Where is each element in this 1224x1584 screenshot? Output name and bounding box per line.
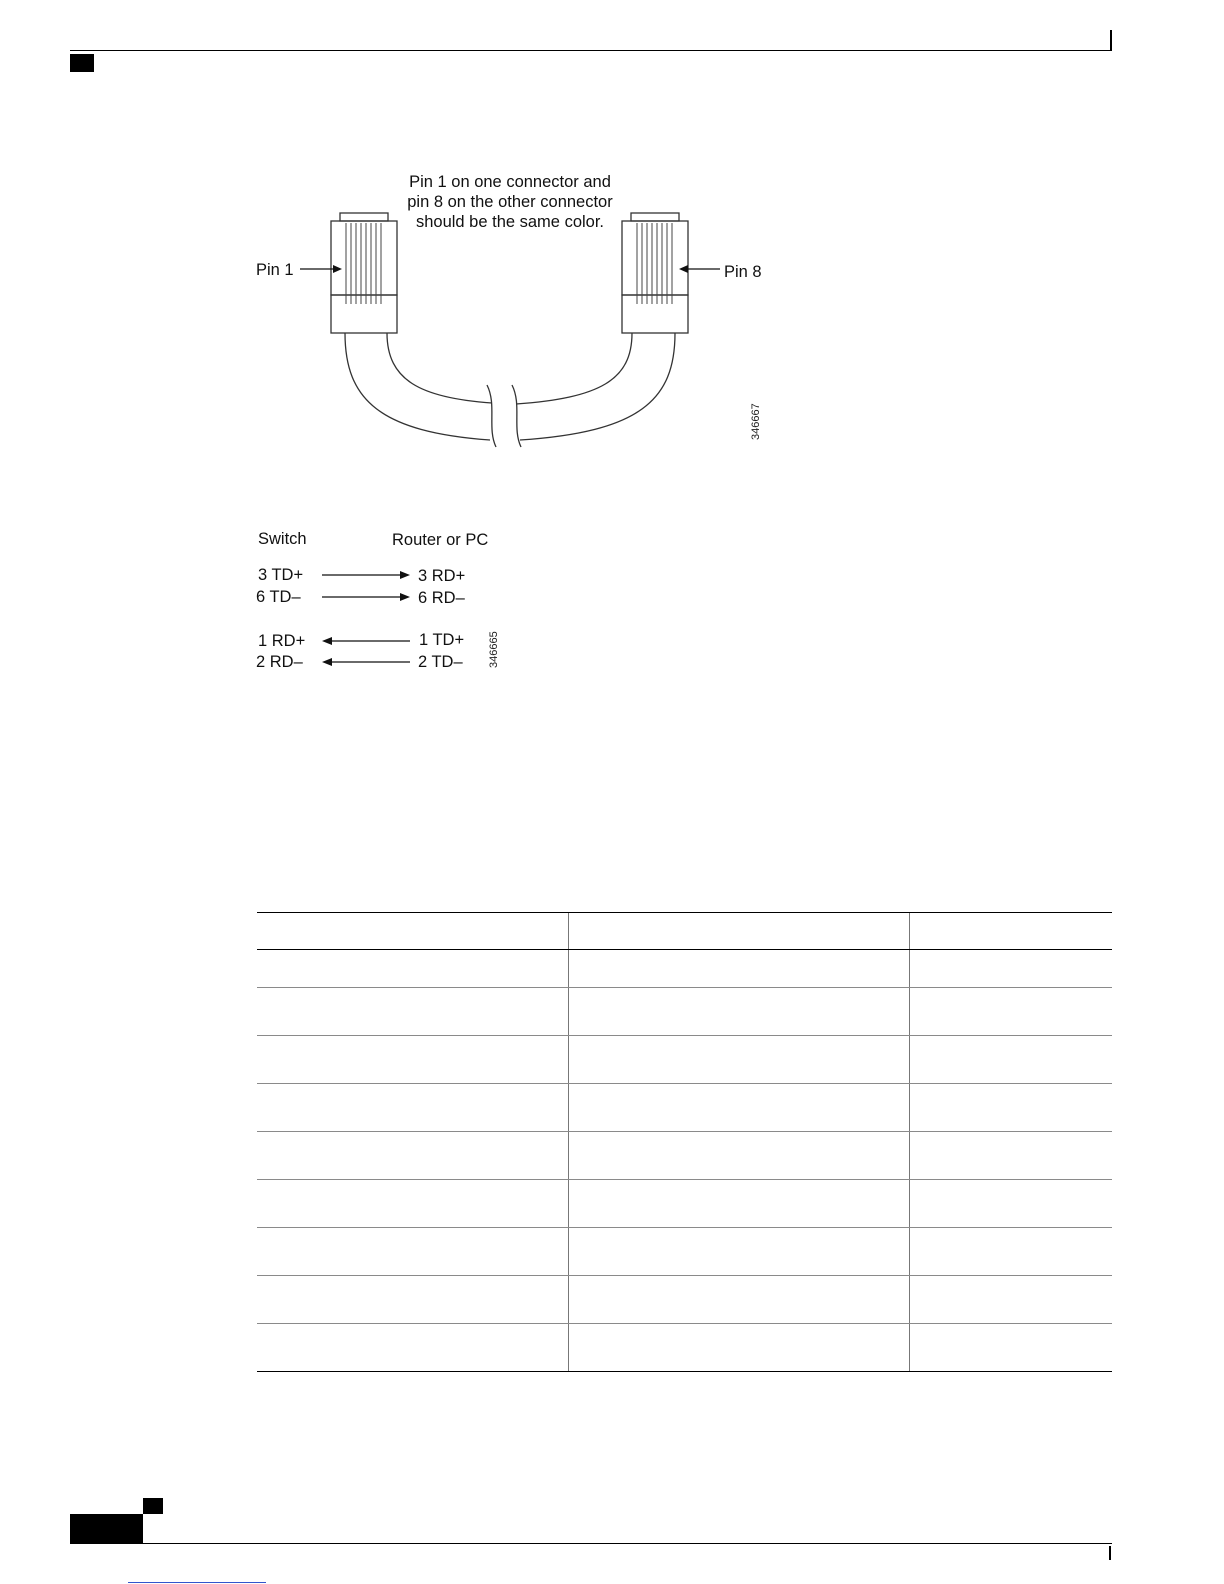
table-header-cell <box>910 913 1113 950</box>
pinout-arrows <box>310 560 420 675</box>
switch-pin-3: 1 RD+ <box>258 632 306 650</box>
table-cell <box>910 1324 1113 1372</box>
table-cell <box>257 1276 569 1324</box>
table-cell <box>257 1132 569 1180</box>
arrow-right-2 <box>400 593 410 601</box>
footer-tick <box>1109 1546 1111 1560</box>
table-cell <box>569 1036 910 1084</box>
table-cell <box>257 1036 569 1084</box>
arrow-right-1 <box>400 571 410 579</box>
table-cell <box>910 1036 1113 1084</box>
table-cell <box>257 988 569 1036</box>
table-row <box>257 950 1112 988</box>
table-cell <box>569 1180 910 1228</box>
table-cell <box>910 988 1113 1036</box>
table-row <box>257 1036 1112 1084</box>
table-cell <box>569 1084 910 1132</box>
footer-page-block <box>70 1514 143 1544</box>
table-cell <box>257 1228 569 1276</box>
device-pin-3: 1 TD+ <box>419 631 465 649</box>
callout-line-1: Pin 1 on one connector and <box>409 173 611 191</box>
arrow-left-2 <box>322 658 332 666</box>
table-cell <box>257 1180 569 1228</box>
crossover-cable-illustration <box>240 200 800 460</box>
footer-tab <box>143 1498 163 1514</box>
table-row <box>257 1324 1112 1372</box>
table-cell <box>569 1276 910 1324</box>
table-cell <box>910 1228 1113 1276</box>
device-pin-1: 3 RD+ <box>418 567 466 585</box>
table-header-row <box>257 913 1112 950</box>
table-row <box>257 1180 1112 1228</box>
table-cell <box>569 1132 910 1180</box>
device-pin-2: 6 RD– <box>418 589 465 607</box>
switch-title: Switch <box>258 530 307 548</box>
figure2-id: 346665 <box>488 631 500 668</box>
router-pc-title: Router or PC <box>392 531 489 549</box>
table-row <box>257 1276 1112 1324</box>
arrow-left-1 <box>322 637 332 645</box>
header-tick <box>1110 30 1112 50</box>
header-rule <box>70 50 1112 51</box>
footer-link-underline[interactable] <box>128 1582 266 1583</box>
table-cell <box>910 950 1113 988</box>
table-header-cell <box>257 913 569 950</box>
table-cell <box>569 988 910 1036</box>
table-cell <box>569 1228 910 1276</box>
table-header-cell <box>569 913 910 950</box>
table-cell <box>257 950 569 988</box>
table-row <box>257 988 1112 1036</box>
footer-rule <box>70 1543 1112 1544</box>
table-cell <box>257 1084 569 1132</box>
table-row <box>257 1228 1112 1276</box>
table-cell <box>910 1180 1113 1228</box>
pin8-label: Pin 8 <box>724 263 762 281</box>
header-marker <box>70 54 94 72</box>
table-cell <box>910 1276 1113 1324</box>
pinout-table <box>257 912 1112 1372</box>
table-row <box>257 1132 1112 1180</box>
table-cell <box>257 1324 569 1372</box>
table-cell <box>569 1324 910 1372</box>
switch-pin-1: 3 TD+ <box>258 566 304 584</box>
table-cell <box>910 1132 1113 1180</box>
pin1-label: Pin 1 <box>256 261 294 279</box>
figure1-id: 346667 <box>750 403 762 440</box>
table-cell <box>910 1084 1113 1132</box>
device-pin-4: 2 TD– <box>418 653 463 671</box>
table-cell <box>569 950 910 988</box>
callout-line-2: pin 8 on the other connector <box>407 193 613 211</box>
table-row <box>257 1084 1112 1132</box>
switch-pin-4: 2 RD– <box>256 653 303 671</box>
switch-pin-2: 6 TD– <box>256 588 301 606</box>
callout-line-3: should be the same color. <box>415 213 605 231</box>
